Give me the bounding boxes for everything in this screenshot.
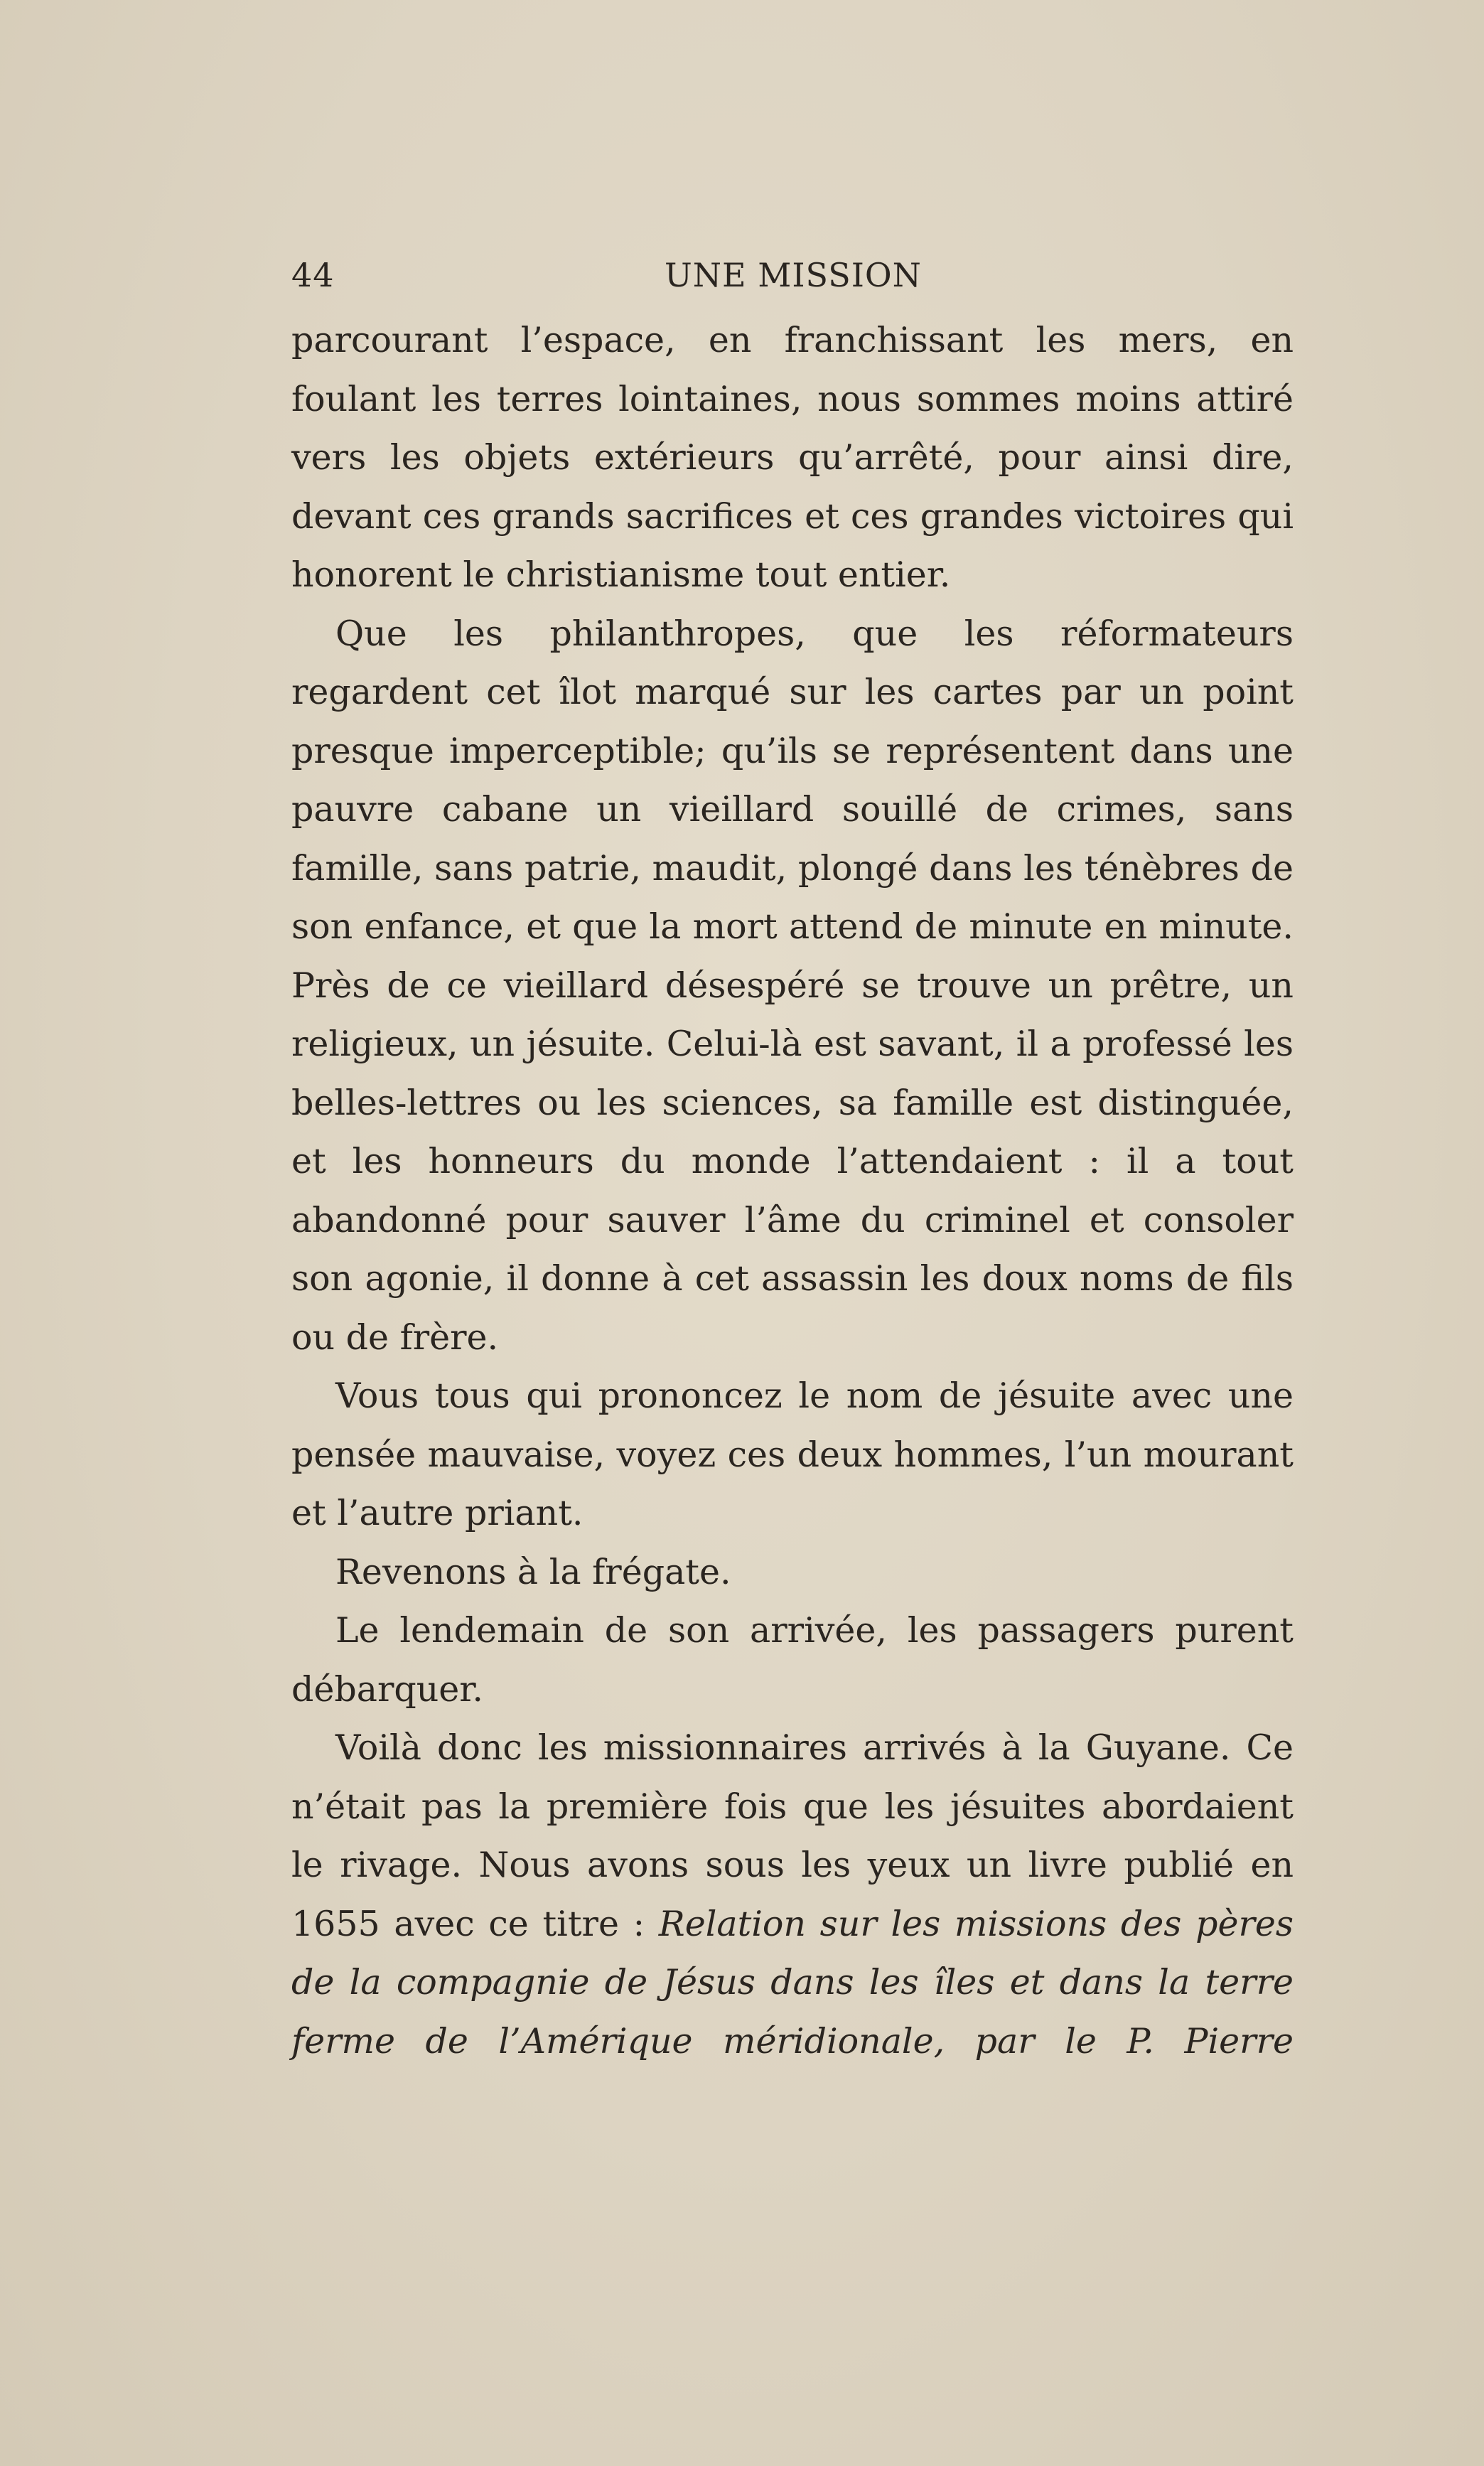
paragraph-voila-roman: Voilà donc les missionnaires arrivés à la Guyane. Ce n’était pas la première fois que les jésuites abordaient le rivage. Nous avons sous les yeux un livre publié en 1655 avec ce titre :: [291, 1727, 1294, 1944]
paragraph-lendemain: Le lendemain de son arrivée, les passagers purent débarquer.: [291, 1610, 1294, 1710]
running-title: UNE MISSION: [665, 256, 922, 294]
paragraph-vous-tous: Vous tous qui prononcez le nom de jésuite avec une pensée mauvaise, voyez ces deux hommes, l’un mourant et l’autre priant.: [291, 1376, 1294, 1533]
paragraph-revenons: Revenons à la frégate.: [335, 1551, 731, 1592]
book-title-citation: Relation sur les missions des pères de la compagnie de Jésus dans les îles et dans la terre ferme de l’Amérique méridionale, par le P. Pierre: [291, 1903, 1294, 2062]
paragraph-philanthropes: Que les philanthropes, que les réformateurs regardent cet îlot marqué sur les cartes par un point presque imperceptible; qu’ils se représentent dans une pauvre cabane un vieillard souillé de crimes, sans famille, sans patrie, maudit, plongé dans les ténèbres de son enfance, et que la mort attend de minute en minute. Près de ce vieillard désespéré se trouve un prêtre, un religieux, un jésuite. Celui-là est savant, il a professé les belles-lettres ou les sciences, sa famille est distinguée, et les honneurs du monde l’attendaient : il a tout abandonné pour sauver l’âme du criminel et consoler son agonie, il donne à cet assassin les doux noms de fils ou de frère.: [291, 613, 1294, 1358]
page-header: [291, 250, 1286, 300]
body-text: [291, 311, 1294, 2071]
paragraph-continuation: parcourant l’espace, en franchissant les mers, en foulant les terres lointaines, nous sommes moins attiré vers les objets extérieurs qu’arrêté, pour ainsi dire, devant ces grands sacrifices et ces grandes victoires qui honorent le christianisme tout entier.: [291, 320, 1294, 595]
paragraph-voila: [291, 1719, 1294, 2071]
page-number: 44: [291, 256, 335, 294]
